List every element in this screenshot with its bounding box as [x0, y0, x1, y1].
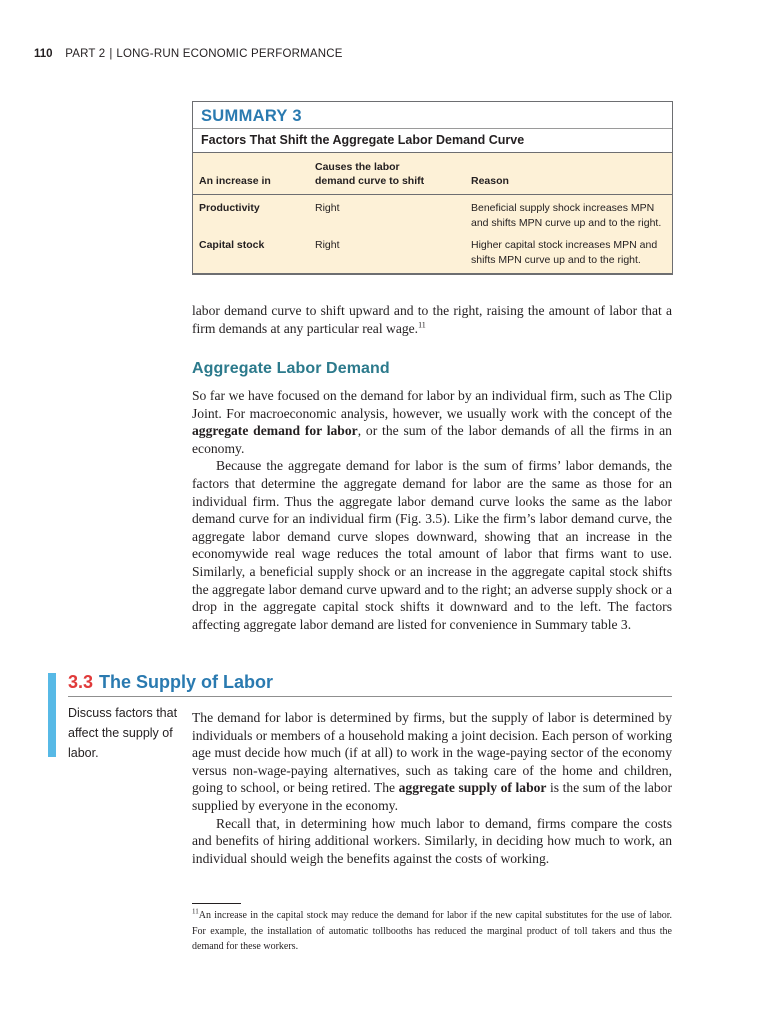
summary-header-row	[193, 153, 672, 195]
p1-bold-term: aggregate demand for labor	[192, 423, 358, 439]
table-row	[193, 232, 672, 273]
row-reason	[465, 195, 672, 233]
footnote-ref: 11	[418, 320, 426, 330]
summary-box	[192, 101, 673, 275]
col-header-shift	[309, 153, 465, 195]
section-heading	[68, 672, 273, 693]
p1-before: So far we have focused on the demand for labor by an individual firm, such as The Clip Joint. For macroeconomic analysis, however, we usually work with the concept of the	[192, 388, 672, 421]
summary-subtitle: Factors That Shift the Aggregate Labor Demand Curve	[193, 129, 672, 153]
col-header-shift-line2: demand curve to shift	[315, 175, 425, 187]
col-header-increase: An increase in	[193, 153, 309, 195]
section-accent-bar	[48, 673, 56, 757]
table-row	[193, 195, 672, 233]
header-separator: |	[109, 48, 113, 60]
col-header-reason: Reason	[465, 153, 672, 195]
row-reason	[465, 232, 672, 273]
header-title: LONG-RUN ECONOMIC PERFORMANCE	[116, 48, 343, 60]
row-shift: Right	[315, 239, 340, 251]
section-number: 3.3	[68, 672, 94, 692]
section-rule	[68, 696, 672, 697]
summary-title: SUMMARY 3	[193, 102, 672, 129]
row-reason-line1: Beneficial supply shock increases MPN	[471, 202, 655, 214]
footnote-rule	[192, 903, 241, 904]
intro-text: labor demand curve to shift upward and to the right, raising the amount of labor that a firm demands at any particular real wage.	[192, 303, 672, 336]
row-reason-line2: shifts MPN curve up and to the right.	[471, 253, 641, 266]
paragraph	[192, 709, 672, 815]
paragraph: Recall that, in determining how much labor to demand, firms compare the costs and benefits of hiring additional workers. Similarly, in deciding how much to work, an individual should weigh the benefits against the costs of working.	[192, 815, 672, 866]
header-part: PART 2	[65, 48, 106, 60]
intro-paragraph	[192, 302, 672, 337]
s33-p1-bold-term: aggregate supply of labor	[398, 780, 547, 796]
row-reason-line1: Higher capital stock increases MPN and	[471, 239, 658, 251]
p1-after: , or the sum of the labor demands of all the firms in an economy.	[192, 423, 672, 456]
aggregate-labor-demand-heading: Aggregate Labor Demand	[192, 360, 390, 377]
s33-p1-before: The demand for labor is determined by firms, but the supply of labor is determined by individuals or members of a household making a joint decision. Each person of working age must decide how much (if at all) to work in the wage-paying sector of the economy versus non-wage-paying alternatives, such as taking care of the home and children, going to school, or being retired. The	[192, 710, 672, 796]
aggregate-labor-demand-body	[192, 387, 672, 633]
page-number: 110	[34, 48, 53, 60]
footnote	[192, 908, 672, 955]
row-factor: Productivity	[199, 202, 260, 214]
supply-of-labor-body	[192, 709, 672, 867]
footnote-number: 11	[192, 907, 199, 916]
learning-objective: Discuss factors that affect the supply of labor.	[68, 706, 178, 760]
summary-table	[193, 153, 672, 273]
row-shift: Right	[315, 202, 340, 214]
section-title: The Supply of Labor	[99, 672, 274, 692]
paragraph: Because the aggregate demand for labor is the sum of firms’ labor demands, the factors that determine the aggregate demand for labor are the same as those for an individual firm. Thus the aggregate labor demand curve looks the same as the labor demand curve for an individual firm (Fig. 3.5). Like the firm’s labor demand curve, the aggregate labor demand curve slopes downward, showing that an increase in the economywide real wage reduces the total amount of labor that firms want to use. Similarly, a beneficial supply shock or an increase in the aggregate capital stock shifts the aggregate labor demand curve upward and to the right; an adverse supply shock or a drop in the aggregate capital stock shifts it downward and to the left. The factors affecting aggregate labor demand are listed for convenience in Summary table 3.	[192, 458, 672, 632]
running-header	[34, 48, 343, 60]
s33-p1-after: is the sum of the labor supplied by everyone in the economy.	[192, 780, 672, 813]
col-header-shift-line1: Causes the labor	[315, 161, 400, 173]
footnote-text: An increase in the capital stock may reduce the demand for labor if the new capital substitutes for the use of labor. For example, the installation of automatic tollbooths has reduced the marginal product of toll takers and thus the demand for these workers.	[192, 910, 672, 952]
row-factor: Capital stock	[199, 239, 265, 251]
paragraph	[192, 387, 672, 457]
row-reason-line2: and shifts MPN curve up and to the right.	[471, 216, 662, 229]
